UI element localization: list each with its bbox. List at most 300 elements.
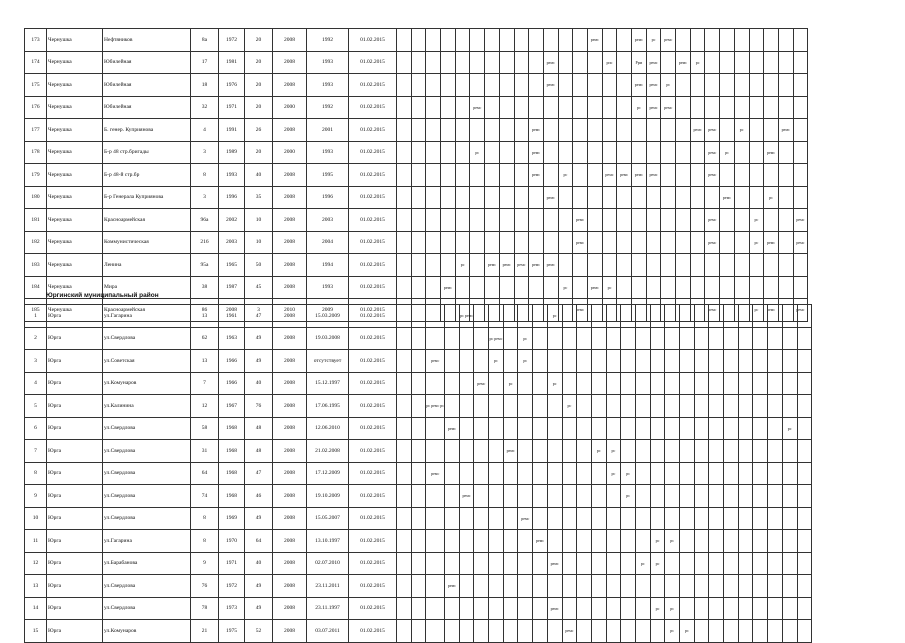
cell-mark [577, 462, 592, 485]
cell-mark [738, 327, 753, 350]
cell-mark: рс ремс рс [426, 395, 445, 418]
cell-mark [694, 327, 709, 350]
cell-mark [782, 350, 797, 373]
cell-mark [533, 575, 548, 598]
cell-n: 175 [25, 74, 47, 97]
cell-mark [665, 485, 680, 508]
cell-mark [459, 597, 474, 620]
cell-mark [474, 305, 489, 328]
cell-mark [499, 186, 514, 209]
cell-mark [709, 620, 724, 643]
cell-mark [768, 507, 783, 530]
cell-mark [577, 395, 592, 418]
cell-mark [690, 141, 705, 164]
cell-c2: 2004 [307, 231, 349, 254]
cell-mark: ремс [485, 254, 500, 277]
cell-settlement: Юрга [47, 417, 103, 440]
cell-c1: 2008 [273, 164, 307, 187]
cell-mark: рс [690, 51, 705, 74]
cell-mark: рс [558, 276, 573, 299]
cell-mark [764, 119, 779, 142]
cell-mark [411, 164, 426, 187]
cell-mark [635, 417, 650, 440]
cell-mark: рс [661, 74, 676, 97]
cell-mark [797, 552, 812, 575]
cell-date: 01.02.2015 [349, 440, 397, 463]
cell-mark [573, 74, 588, 97]
cell-date: 01.02.2015 [349, 186, 397, 209]
cell-mark [680, 350, 695, 373]
cell-mark: ремс [778, 119, 793, 142]
cell-date: 01.02.2015 [349, 417, 397, 440]
cell-mark [426, 276, 441, 299]
cell-mark [485, 186, 500, 209]
cell-mark [533, 597, 548, 620]
cell-mark: ремс [705, 141, 720, 164]
cell-settlement: Юрга [47, 575, 103, 598]
cell-mark [474, 552, 489, 575]
cell-mark: ремс [676, 51, 691, 74]
cell-c1: 2008 [273, 327, 307, 350]
cell-mark [470, 209, 485, 232]
cell-mark [533, 395, 548, 418]
cell-wear: 35 [245, 186, 273, 209]
cell-mark [397, 231, 412, 254]
cell-mark [562, 462, 577, 485]
cell-street: ул.Комунаров [103, 372, 191, 395]
cell-n: 176 [25, 96, 47, 119]
cell-mark [778, 141, 793, 164]
cell-mark [680, 552, 695, 575]
cell-mark: ремс [793, 209, 808, 232]
cell-street: Б. генер. Куприянова [103, 119, 191, 142]
cell-mark: ремс [764, 141, 779, 164]
cell-mark: ремс [426, 462, 445, 485]
cell-mark [459, 417, 474, 440]
cell-mark [797, 507, 812, 530]
cell-mark: Ррм [632, 51, 647, 74]
table-row [25, 96, 808, 119]
cell-mark [749, 141, 764, 164]
cell-mark [753, 530, 768, 553]
cell-mark [499, 276, 514, 299]
cell-n: 184 [25, 276, 47, 299]
cell-mark: ремс [543, 51, 558, 74]
cell-year: 1976 [219, 74, 245, 97]
cell-settlement: Чернушка [47, 209, 103, 232]
cell-mark [499, 74, 514, 97]
cell-mark [676, 276, 691, 299]
cell-c2: 17.06.1995 [307, 395, 349, 418]
cell-mark [738, 620, 753, 643]
cell-mark [724, 552, 739, 575]
cell-house: 216 [191, 231, 219, 254]
cell-mark [411, 231, 426, 254]
cell-mark: рс [562, 395, 577, 418]
cell-mark [797, 372, 812, 395]
cell-settlement: Юрга [47, 620, 103, 643]
cell-year: 1966 [219, 372, 245, 395]
cell-mark [533, 440, 548, 463]
cell-mark [573, 29, 588, 52]
cell-mark [709, 530, 724, 553]
cell-mark: ремс [459, 485, 474, 508]
cell-mark [694, 530, 709, 553]
cell-date: 01.02.2015 [349, 620, 397, 643]
cell-mark [724, 372, 739, 395]
cell-mark [661, 51, 676, 74]
cell-mark [676, 209, 691, 232]
cell-mark [778, 51, 793, 74]
cell-mark [606, 350, 621, 373]
cell-mark [734, 186, 749, 209]
cell-mark [665, 305, 680, 328]
cell-mark [621, 507, 636, 530]
table-row [25, 141, 808, 164]
cell-mark [562, 530, 577, 553]
cell-mark [632, 276, 647, 299]
cell-mark [635, 305, 650, 328]
cell-mark [562, 350, 577, 373]
cell-mark [518, 395, 533, 418]
cell-mark [503, 552, 518, 575]
cell-year: 1968 [219, 440, 245, 463]
cell-mark: ремс [661, 96, 676, 119]
cell-mark [782, 372, 797, 395]
cell-mark [518, 485, 533, 508]
cell-settlement: Чернушка [47, 254, 103, 277]
cell-mark [503, 350, 518, 373]
cell-mark [617, 51, 632, 74]
cell-mark [455, 141, 470, 164]
cell-mark [441, 29, 456, 52]
cell-mark [543, 276, 558, 299]
cell-mark [514, 276, 529, 299]
cell-year: 1968 [219, 462, 245, 485]
cell-mark [764, 51, 779, 74]
cell-mark [518, 462, 533, 485]
cell-mark [426, 141, 441, 164]
cell-mark [753, 395, 768, 418]
cell-mark [665, 507, 680, 530]
cell-mark [606, 575, 621, 598]
cell-mark [753, 462, 768, 485]
cell-mark [591, 417, 606, 440]
cell-mark [738, 462, 753, 485]
cell-mark [503, 462, 518, 485]
cell-mark [665, 462, 680, 485]
cell-mark [587, 231, 602, 254]
cell-street: ул.Свердлова [103, 575, 191, 598]
cell-mark [738, 372, 753, 395]
cell-n: 179 [25, 164, 47, 187]
cell-mark [782, 575, 797, 598]
cell-mark [738, 440, 753, 463]
cell-mark [459, 575, 474, 598]
cell-mark [738, 395, 753, 418]
cell-c1: 2008 [273, 552, 307, 575]
cell-mark [533, 350, 548, 373]
cell-mark [720, 51, 735, 74]
cell-mark [753, 552, 768, 575]
cell-mark [529, 276, 544, 299]
cell-mark [591, 620, 606, 643]
cell-mark [650, 395, 665, 418]
cell-mark [621, 620, 636, 643]
cell-mark [778, 254, 793, 277]
cell-house: 12 [191, 395, 219, 418]
cell-year: 1987 [219, 276, 245, 299]
cell-mark: ремс [705, 209, 720, 232]
cell-mark [441, 51, 456, 74]
cell-mark [397, 350, 412, 373]
table-row [25, 395, 812, 418]
cell-year: 1981 [219, 51, 245, 74]
cell-n: 6 [25, 417, 47, 440]
cell-mark [650, 305, 665, 328]
cell-mark [676, 29, 691, 52]
cell-mark [543, 119, 558, 142]
cell-mark [499, 51, 514, 74]
cell-mark [680, 485, 695, 508]
cell-mark [635, 597, 650, 620]
cell-mark [397, 119, 412, 142]
cell-mark [489, 530, 504, 553]
cell-mark [690, 74, 705, 97]
cell-settlement: Юрга [47, 485, 103, 508]
cell-mark [738, 530, 753, 553]
cell-mark [411, 440, 426, 463]
cell-mark [709, 462, 724, 485]
cell-c2: 1993 [307, 276, 349, 299]
cell-mark [782, 620, 797, 643]
cell-mark [753, 372, 768, 395]
cell-mark [573, 51, 588, 74]
cell-mark: рс [650, 530, 665, 553]
cell-mark [793, 254, 808, 277]
cell-c1: 2008 [273, 507, 307, 530]
cell-street: Б-р 48-й стр.бр [103, 164, 191, 187]
cell-mark [694, 395, 709, 418]
cell-mark [485, 164, 500, 187]
cell-n: 15 [25, 620, 47, 643]
cell-mark [397, 417, 412, 440]
cell-c1: 2008 [273, 417, 307, 440]
cell-mark [474, 327, 489, 350]
cell-c1: 2000 [273, 96, 307, 119]
cell-mark [558, 231, 573, 254]
cell-mark [411, 96, 426, 119]
cell-mark [694, 575, 709, 598]
cell-mark: рс [547, 305, 562, 328]
cell-mark [489, 597, 504, 620]
cell-mark: рс [558, 164, 573, 187]
cell-mark [650, 485, 665, 508]
cell-mark [426, 575, 445, 598]
cell-mark [797, 620, 812, 643]
cell-c2: 1994 [307, 254, 349, 277]
cell-wear: 49 [245, 350, 273, 373]
cell-mark [577, 530, 592, 553]
cell-wear: 64 [245, 530, 273, 553]
cell-mark [797, 575, 812, 598]
cell-wear: 40 [245, 164, 273, 187]
cell-year: 1967 [219, 395, 245, 418]
cell-mark [591, 575, 606, 598]
cell-mark [441, 96, 456, 119]
cell-mark [680, 440, 695, 463]
cell-mark: ремс [445, 417, 460, 440]
cell-mark: рс [455, 254, 470, 277]
cell-mark [782, 530, 797, 553]
cell-mark [665, 575, 680, 598]
cell-c1: 2008 [273, 119, 307, 142]
cell-mark [709, 327, 724, 350]
cell-mark [734, 29, 749, 52]
cell-house: 62 [191, 327, 219, 350]
cell-mark [547, 485, 562, 508]
cell-mark [514, 29, 529, 52]
cell-mark [426, 96, 441, 119]
cell-mark [602, 209, 617, 232]
cell-mark [602, 254, 617, 277]
cell-mark [411, 327, 426, 350]
cell-mark [445, 485, 460, 508]
cell-mark [474, 395, 489, 418]
cell-mark [617, 119, 632, 142]
cell-mark [503, 395, 518, 418]
cell-mark [397, 209, 412, 232]
cell-mark: ремс [705, 231, 720, 254]
cell-mark: рс [749, 299, 764, 322]
cell-mark [411, 186, 426, 209]
cell-house: 13 [191, 305, 219, 328]
cell-date: 01.02.2015 [349, 254, 397, 277]
cell-n: 12 [25, 552, 47, 575]
cell-street: Нефтяников [103, 29, 191, 52]
cell-house: 7 [191, 372, 219, 395]
cell-mark [547, 530, 562, 553]
cell-n: 10 [25, 507, 47, 530]
cell-street: Юбилейная [103, 74, 191, 97]
table-row [25, 231, 808, 254]
cell-mark [426, 74, 441, 97]
cell-wear: 48 [245, 417, 273, 440]
table-row [25, 119, 808, 142]
cell-mark [749, 254, 764, 277]
cell-mark [441, 186, 456, 209]
cell-mark [665, 372, 680, 395]
cell-mark: рс [518, 350, 533, 373]
cell-mark: ремс [543, 186, 558, 209]
cell-c1: 2000 [273, 141, 307, 164]
cell-mark [573, 96, 588, 119]
cell-mark [426, 29, 441, 52]
cell-mark [485, 96, 500, 119]
cell-mark [591, 350, 606, 373]
cell-mark: рс [547, 372, 562, 395]
cell-mark [518, 552, 533, 575]
cell-mark [782, 552, 797, 575]
cell-c2: 15.12.1997 [307, 372, 349, 395]
cell-mark [782, 327, 797, 350]
cell-mark [680, 575, 695, 598]
cell-mark: ремс [646, 74, 661, 97]
cell-settlement: Юрга [47, 327, 103, 350]
cell-mark [635, 395, 650, 418]
cell-street: ул.Свердлова [103, 417, 191, 440]
cell-mark [441, 231, 456, 254]
cell-mark [499, 141, 514, 164]
cell-mark [474, 462, 489, 485]
cell-mark [489, 440, 504, 463]
cell-mark [474, 440, 489, 463]
cell-mark [724, 327, 739, 350]
cell-c2: 02.07.2010 [307, 552, 349, 575]
cell-settlement: Чернушка [47, 141, 103, 164]
cell-wear: 50 [245, 254, 273, 277]
cell-mark [676, 141, 691, 164]
cell-mark [694, 417, 709, 440]
cell-mark [397, 507, 412, 530]
cell-wear: 49 [245, 327, 273, 350]
cell-mark [543, 141, 558, 164]
cell-mark [635, 507, 650, 530]
cell-mark: ремс [646, 96, 661, 119]
cell-mark [455, 51, 470, 74]
cell-mark [661, 231, 676, 254]
cell-settlement: Юрга [47, 597, 103, 620]
cell-c2: 1995 [307, 164, 349, 187]
cell-mark [797, 350, 812, 373]
table-row [25, 507, 812, 530]
cell-mark: ремс [547, 552, 562, 575]
cell-mark [547, 575, 562, 598]
cell-mark [632, 186, 647, 209]
cell-mark: ремс [587, 29, 602, 52]
cell-c2: 17.12.2009 [307, 462, 349, 485]
cell-mark [793, 276, 808, 299]
cell-mark [397, 485, 412, 508]
table-row [25, 620, 812, 643]
cell-mark [617, 141, 632, 164]
cell-mark: ремс [793, 299, 808, 322]
cell-mark [661, 141, 676, 164]
cell-mark [474, 530, 489, 553]
cell-c1: 2008 [273, 350, 307, 373]
cell-mark [441, 209, 456, 232]
cell-mark [562, 305, 577, 328]
cell-mark [606, 620, 621, 643]
cell-mark [705, 51, 720, 74]
cell-mark [591, 395, 606, 418]
cell-mark [591, 462, 606, 485]
cell-mark [694, 462, 709, 485]
cell-wear: 52 [245, 620, 273, 643]
cell-mark [617, 209, 632, 232]
cell-wear: 45 [245, 276, 273, 299]
cell-mark [547, 462, 562, 485]
cell-year: 1975 [219, 620, 245, 643]
cell-mark: ремс [573, 299, 588, 322]
cell-mark [558, 209, 573, 232]
cell-mark: ремс [764, 299, 779, 322]
cell-settlement: Чернушка [47, 51, 103, 74]
cell-mark [470, 74, 485, 97]
cell-mark: ремс [602, 164, 617, 187]
cell-mark [724, 620, 739, 643]
cell-mark [591, 485, 606, 508]
